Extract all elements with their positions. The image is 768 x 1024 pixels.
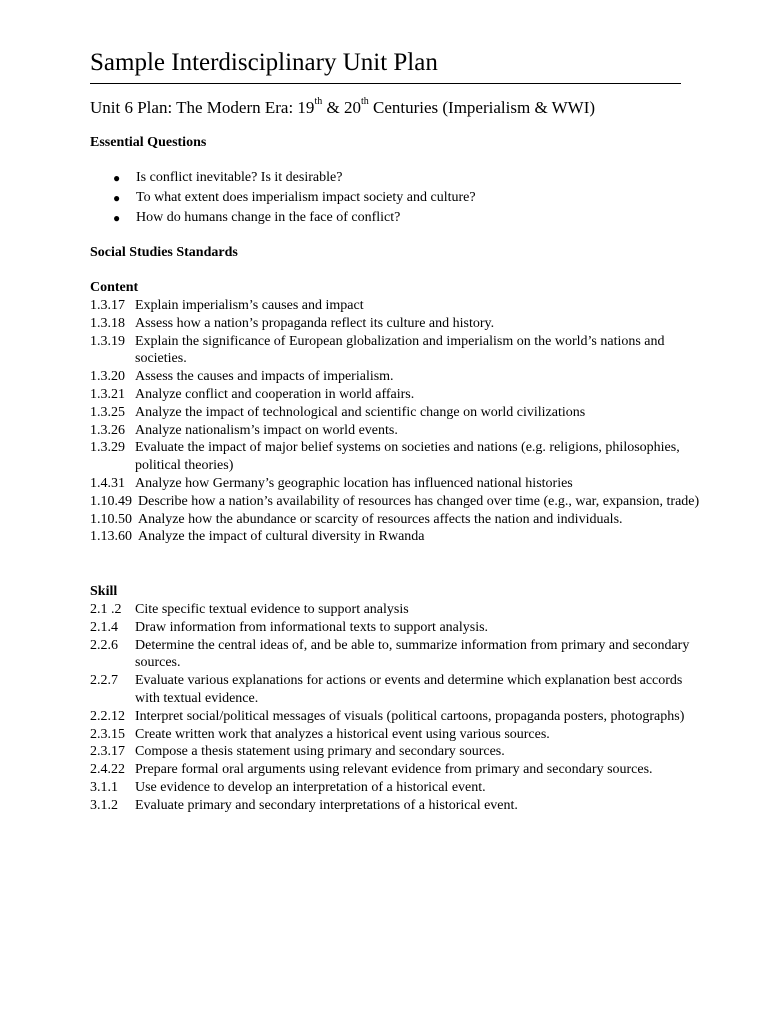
list-item [90, 386, 710, 404]
standard-text: Analyze conflict and cooperation in world affairs. [135, 386, 415, 402]
bullet-icon: ● [113, 191, 121, 205]
list-item [90, 422, 710, 440]
unit-title-prefix: Unit 6 Plan: The Modern Era: 19 [90, 98, 315, 117]
standard-code: 3.1.2 [90, 797, 118, 813]
standard-text: Use evidence to develop an interpretation of a historical event. [135, 779, 486, 795]
essential-questions-heading: Essential Questions [90, 135, 207, 150]
standard-text: Assess how a nation’s propaganda reflect its culture and history. [135, 315, 495, 331]
standard-text: Analyze the impact of technological and scientific change on world civilizations [135, 404, 586, 420]
list-item [90, 672, 710, 708]
standard-code: 1.3.20 [90, 369, 125, 385]
unit-title-sup-2: th [360, 96, 369, 108]
standard-text: Explain imperialism’s causes and impact [135, 298, 364, 313]
list-item [90, 493, 710, 511]
list-item [90, 404, 710, 422]
standard-text: Create written work that analyzes a historical event using various sources. [135, 726, 550, 742]
standard-code: 1.3.25 [90, 404, 125, 420]
standard-text: Explain the significance of European globalization and imperialism on the world’s nations and societies. [135, 333, 665, 367]
skill-standards-list [90, 601, 710, 815]
list-item [90, 761, 710, 779]
list-item [90, 189, 476, 209]
standard-text: Cite specific textual evidence to support analysis [135, 602, 409, 617]
list-item [90, 779, 710, 797]
standard-text: Evaluate the impact of major belief systems on societies and nations (e.g. religions, philosophies, political theories) [135, 440, 680, 474]
standard-code: 2.4.22 [90, 762, 125, 778]
standard-code: 2.2.12 [90, 708, 125, 724]
standard-text: Analyze the impact of cultural diversity in Rwanda [138, 529, 425, 545]
standard-text: Analyze how the abundance or scarcity of resources affects the nation and individuals. [138, 511, 623, 527]
standard-text: Analyze nationalism’s impact on world events. [135, 422, 398, 438]
standard-code: 1.10.50 [90, 511, 132, 527]
standard-code: 1.13.60 [90, 529, 132, 545]
standard-code: 3.1.1 [90, 779, 118, 795]
standard-text: Determine the central ideas of, and be able to, summarize information from primary and secondary sources. [135, 637, 690, 671]
list-item [90, 797, 710, 815]
list-item [90, 601, 710, 619]
standard-text: Draw information from informational texts to support analysis. [135, 619, 489, 635]
standard-text: Evaluate primary and secondary interpretations of a historical event. [135, 797, 518, 813]
list-item [90, 315, 710, 333]
standard-code: 1.3.18 [90, 315, 125, 331]
list-item [90, 637, 710, 673]
standard-text: Analyze how Germany’s geographic location has influenced national histories [135, 475, 573, 491]
list-item [90, 619, 710, 637]
standard-code: 1.3.21 [90, 386, 125, 402]
standard-code: 1.3.17 [90, 298, 125, 313]
unit-plan-title [90, 97, 595, 119]
standard-text: Compose a thesis statement using primary and secondary sources. [135, 744, 505, 760]
list-item [90, 368, 710, 386]
title-divider [90, 83, 681, 84]
list-item [90, 297, 710, 315]
unit-title-suffix: Centuries (Imperialism & WWI) [368, 98, 596, 117]
question-text: To what extent does imperialism impact society and culture? [136, 190, 476, 205]
question-text: Is conflict inevitable? Is it desirable? [136, 170, 343, 185]
standard-code: 2.2.7 [90, 673, 118, 689]
list-item [90, 528, 710, 546]
bullet-icon: ● [113, 211, 121, 225]
standard-text: Prepare formal oral arguments using relevant evidence from primary and secondary sources. [135, 762, 653, 778]
standard-code: 1.10.49 [90, 493, 132, 509]
list-item [90, 333, 710, 369]
list-item [90, 511, 710, 529]
list-item [90, 209, 476, 229]
bullet-icon: ● [113, 171, 121, 185]
question-text: How do humans change in the face of conflict? [136, 210, 401, 225]
standard-text: Evaluate various explanations for actions or events and determine which explanation best accords with textual evidence. [135, 673, 683, 706]
content-standards-list [90, 297, 710, 546]
standard-text: Describe how a nation’s availability of resources has changed over time (e.g., war, expansion, trade) [138, 493, 700, 509]
standard-text: Interpret social/political messages of visuals (political cartoons, propaganda posters, photographs) [135, 708, 685, 724]
standard-code: 1.3.26 [90, 422, 125, 438]
skill-heading: Skill [90, 584, 118, 599]
standard-code: 1.3.29 [90, 440, 125, 456]
list-item [90, 475, 710, 493]
list-item [90, 708, 710, 726]
document-title: Sample Interdisciplinary Unit Plan [90, 49, 438, 76]
list-item [90, 726, 710, 744]
content-heading: Content [90, 280, 139, 295]
essential-questions-list [90, 169, 476, 229]
standard-code: 2.1.4 [90, 619, 118, 635]
standard-code: 2.1 .2 [90, 602, 122, 617]
standard-code: 2.2.6 [90, 637, 118, 653]
social-studies-standards-heading: Social Studies Standards [90, 245, 238, 260]
list-item [90, 169, 476, 189]
standard-text: Assess the causes and impacts of imperialism. [135, 369, 394, 385]
standard-code: 2.3.15 [90, 726, 125, 742]
unit-title-mid: & 20 [322, 98, 361, 117]
standard-code: 2.3.17 [90, 744, 125, 760]
unit-title-sup-1: th [314, 96, 323, 108]
standard-code: 1.4.31 [90, 475, 125, 491]
list-item [90, 743, 710, 761]
list-item [90, 439, 710, 475]
standard-code: 1.3.19 [90, 333, 125, 349]
